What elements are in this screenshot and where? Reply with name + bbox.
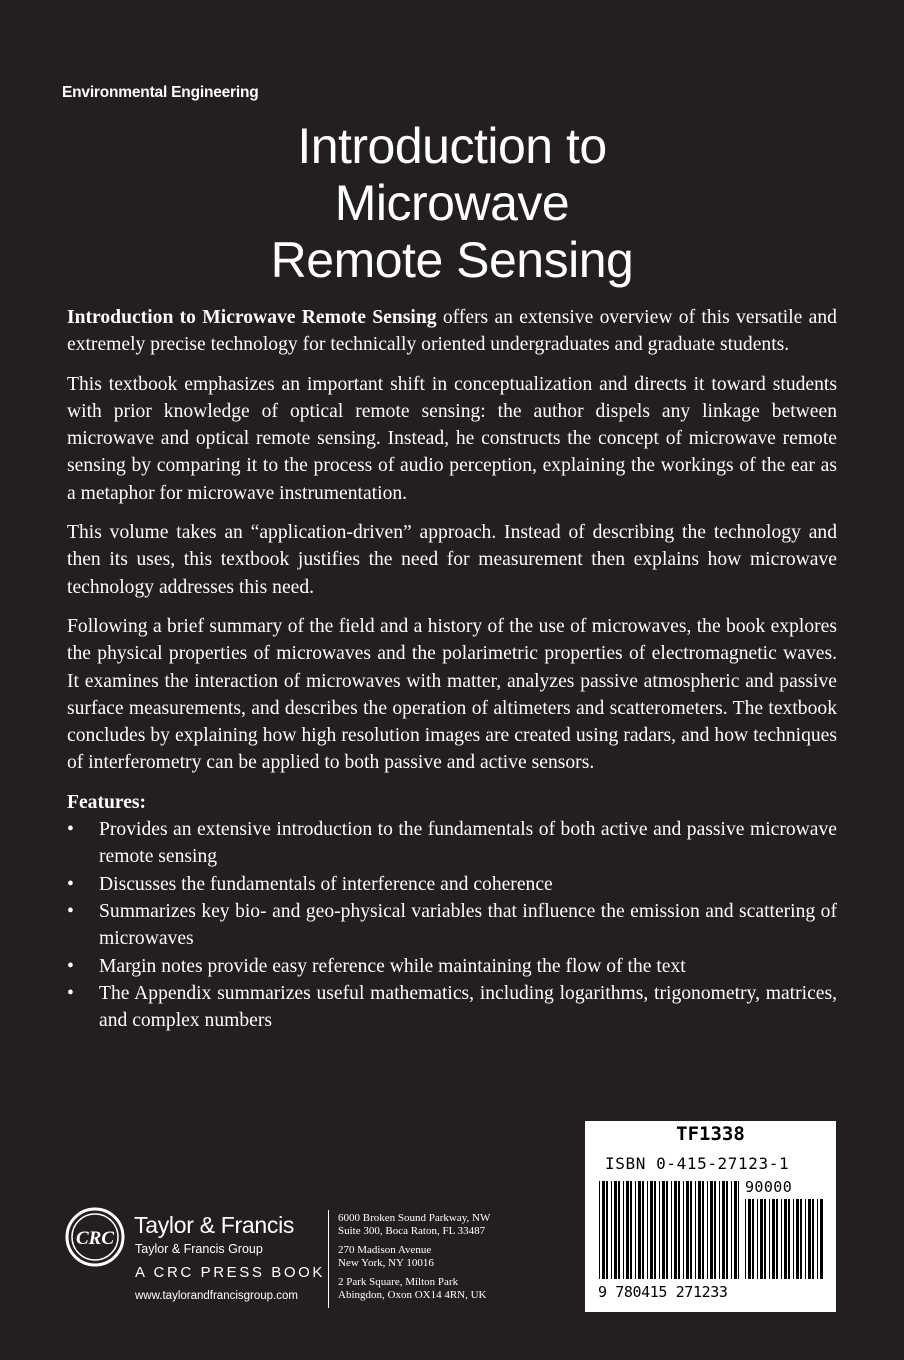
barcode-bar (659, 1181, 660, 1279)
barcode-bar (793, 1199, 794, 1279)
address (338, 1212, 490, 1238)
barcode-bar (666, 1181, 668, 1279)
barcode-bar (808, 1199, 811, 1279)
barcode-bar (719, 1181, 720, 1279)
publisher-group: Taylor & Francis Group (135, 1242, 263, 1256)
barcode-bar (796, 1199, 799, 1279)
barcode-bar (707, 1181, 708, 1279)
bullet: • (67, 873, 74, 895)
barcode-bar (788, 1199, 790, 1279)
feature-text: The Appendix summarizes useful mathematics, including logarithms, trigonometry, matrices, and complex numbers (99, 982, 837, 1032)
barcode-bar (650, 1181, 653, 1279)
barcode-bar (638, 1181, 641, 1279)
address-line: New York, NY 10016 (338, 1257, 434, 1269)
address-line: Abingdon, Oxon OX14 4RN, UK (338, 1289, 487, 1301)
barcode-bar (726, 1181, 728, 1279)
feature-item (67, 871, 837, 898)
paragraph: This volume takes an “application-driven” approach. Instead of describing the technology and then its uses, this textbook justifies the need for measurement then explains how microwave technology addresses this need. (67, 522, 837, 598)
feature-text: Margin notes provide easy reference while maintaining the flow of the text (99, 955, 686, 977)
barcode-bar (698, 1181, 701, 1279)
bullet: • (67, 955, 74, 977)
product-code: TF1338 (676, 1123, 745, 1145)
barcode-bar (630, 1181, 632, 1279)
barcode-bar (614, 1181, 617, 1279)
crc-logo-text: CRC (75, 1228, 115, 1249)
divider (328, 1210, 329, 1308)
barcode-bar (611, 1181, 612, 1279)
address (338, 1244, 490, 1270)
barcode-bar (812, 1199, 814, 1279)
barcode-bar (781, 1199, 782, 1279)
barcode-bar (710, 1181, 713, 1279)
category-label: Environmental Engineering (62, 84, 259, 101)
barcode-bar (764, 1199, 766, 1279)
barcode-bar (738, 1181, 739, 1279)
price-code: 90000 (745, 1178, 793, 1196)
barcode-bar (642, 1181, 644, 1279)
barcode-bar (748, 1199, 751, 1279)
barcode-bar (722, 1181, 725, 1279)
publisher-imprint: A CRC PRESS BOOK (135, 1264, 325, 1281)
paragraph: This textbook emphasizes an important shift in conceptualization and directs it toward students with prior knowledge of optical remote sensing: the author dispels any linkage between microwave and optical remote sensing. Instead, he constructs the concept of microwave remote sensing by comparing it to the process of audio perception, explaining the workings of the ear as a metaphor for microwave instrumentation. (67, 373, 837, 504)
barcode-bar (647, 1181, 648, 1279)
barcode-bar (800, 1199, 802, 1279)
feature-item (67, 898, 837, 953)
barcode-bar (683, 1181, 684, 1279)
barcode-bar (752, 1199, 754, 1279)
publisher-block (64, 1204, 524, 1314)
feature-item (67, 980, 837, 1035)
address-line: 270 Madison Avenue (338, 1244, 432, 1256)
barcode-bar (599, 1181, 600, 1279)
publisher-addresses (338, 1212, 490, 1308)
bullet: • (67, 900, 74, 922)
barcode-bar (626, 1181, 629, 1279)
barcode-bar (769, 1199, 770, 1279)
barcode-bar (674, 1181, 677, 1279)
barcode-bar (817, 1199, 818, 1279)
barcode-bar (623, 1181, 624, 1279)
title-line: Microwave (334, 175, 570, 231)
publisher-name: Taylor & Francis (134, 1212, 295, 1238)
crc-logo-icon (64, 1206, 126, 1268)
barcode-bar (772, 1199, 775, 1279)
barcode-bar (695, 1181, 696, 1279)
isbn: ISBN 0-415-27123-1 (605, 1154, 790, 1173)
barcode-bar (686, 1181, 689, 1279)
barcode-bar (745, 1199, 746, 1279)
barcode-bar (702, 1181, 704, 1279)
barcode-bar (805, 1199, 806, 1279)
feature-text: Summarizes key bio- and geo-physical variables that influence the emission and scattering of microwaves (99, 900, 837, 950)
features-heading: Features: (67, 791, 147, 813)
barcode-bar (820, 1199, 823, 1279)
address-line: 6000 Broken Sound Parkway, NW (338, 1212, 491, 1224)
bullet: • (67, 982, 74, 1004)
barcode-bar (654, 1181, 656, 1279)
barcode-bar (678, 1181, 680, 1279)
barcode-bar (784, 1199, 787, 1279)
blurb (67, 304, 837, 1034)
features-list (67, 816, 837, 1034)
barcode-bar (714, 1181, 716, 1279)
barcode-bar (731, 1181, 732, 1279)
barcode-bar (662, 1181, 665, 1279)
address-line: 2 Park Square, Milton Park (338, 1276, 459, 1288)
barcode-bar (734, 1181, 737, 1279)
barcode-bar (757, 1199, 758, 1279)
bullet: • (67, 819, 74, 841)
feature-text: Discusses the fundamentals of interference and coherence (99, 873, 553, 895)
barcode-bar (602, 1181, 605, 1279)
barcode-box (585, 1121, 836, 1312)
intro-bold-title: Introduction to Microwave Remote Sensing (67, 307, 437, 328)
address-line: Suite 300, Boca Raton, FL 33487 (338, 1225, 486, 1237)
ean-digits: 9 780415 271233 (598, 1283, 728, 1301)
feature-item (67, 816, 837, 871)
intro-text: offers an extensive overview of this versatile and extremely precise technology for technically oriented undergraduates and graduate students. (67, 307, 837, 356)
feature-item (67, 953, 837, 980)
paragraph: Following a brief summary of the field and a history of the use of microwaves, the book explores the physical properties of microwaves and the polarimetric properties of electromagnetic waves. It examines the interaction of microwaves with matter, analyzes passive atmospheric and passive surface measurements, and describes the operation of altimeters and scatterometers. The textbook concludes by explaining how high resolution images are created using radars, and how techniques of interferometry can be applied to both passive and active sensors. (67, 615, 837, 774)
title-line: Introduction to (297, 118, 607, 174)
barcode-bar (776, 1199, 778, 1279)
book-title (0, 118, 904, 289)
feature-text: Provides an extensive introduction to the fundamentals of both active and passive microwave remote sensing (99, 819, 837, 868)
publisher-url: www.taylorandfrancisgroup.com (135, 1290, 298, 1302)
address (338, 1276, 490, 1302)
intro-paragraph (67, 304, 837, 359)
barcode-bar (635, 1181, 636, 1279)
barcode-bar (618, 1181, 620, 1279)
title-line: Remote Sensing (270, 232, 634, 288)
barcode-bar (606, 1181, 608, 1279)
barcode-bar (760, 1199, 763, 1279)
barcode-bar (690, 1181, 692, 1279)
barcode-bar (671, 1181, 672, 1279)
